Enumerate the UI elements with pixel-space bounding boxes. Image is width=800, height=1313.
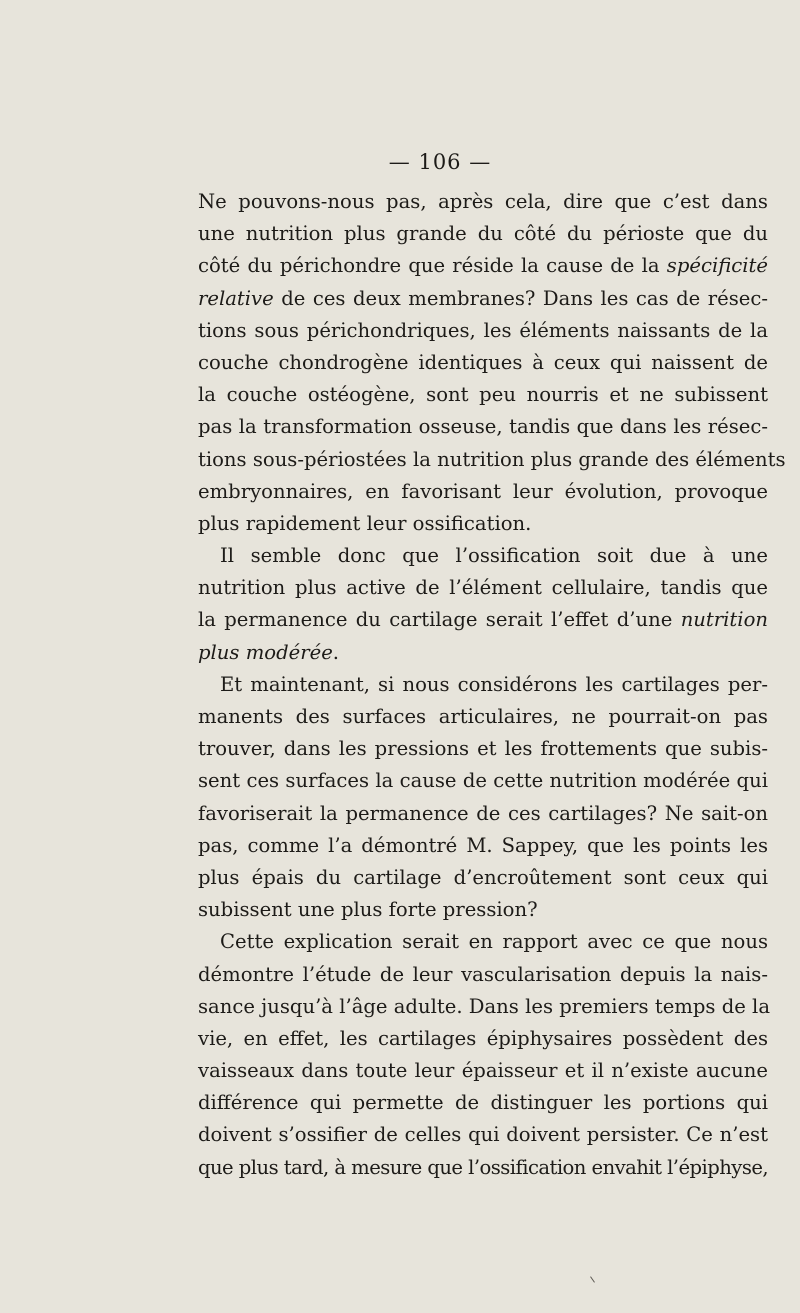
text-line: Ne pouvons-nous pas, après cela, dire que c’est dans	[198, 190, 768, 213]
text-line: une nutrition plus grande du côté du périoste que du	[198, 222, 768, 246]
text-line: manents des surfaces articulaires, ne pourrait-on pas	[198, 705, 768, 728]
text-line: plus rapidement leur ossification.	[198, 511, 532, 535]
text-line: tions sous périchondriques, les éléments naissants de la	[198, 318, 768, 342]
text-line: tions sous-périostées la nutrition plus grande des éléments	[198, 447, 786, 471]
text-line: subissent une plus forte pression?	[198, 898, 538, 922]
text-line: doivent s’ossifier de celles qui doivent persister. Ce n’est	[198, 1123, 768, 1147]
text-line: Cette explication serait en rapport avec ce que nous	[220, 930, 768, 954]
text-line: que plus tard, à mesure que l’ossification envahit l’épiphyse,	[198, 1155, 769, 1179]
text-line: démontre l’étude de leur vascularisation depuis la nais-	[198, 962, 768, 986]
text-line: la permanence du cartilage serait l’effet d’une nutrition	[198, 608, 768, 632]
text-line: différence qui permette de distinguer les portions qui	[198, 1091, 768, 1115]
text-line: vie, en effet, les cartilages épiphysaires possèdent des	[198, 1026, 768, 1050]
text-line: la couche ostéogène, sont peu nourris et ne subissent	[198, 383, 768, 407]
italic-term: nutrition	[680, 608, 768, 632]
text-line: plus épais du cartilage d’encroûtement sont ceux qui	[198, 865, 768, 889]
text-line: côté du périchondre que réside la cause de la spécificité	[198, 254, 768, 278]
italic-term: plus modérée	[198, 640, 333, 664]
italic-term: relative	[198, 286, 274, 310]
text-line: nutrition plus active de l’élément cellulaire, tandis que	[198, 576, 768, 600]
text-line: embryonnaires, en favorisant leur évolution, provoque	[198, 479, 768, 503]
print-mark	[590, 1276, 595, 1282]
text-line: couche chondrogène identiques à ceux qui naissent de	[198, 350, 768, 374]
body-text	[198, 186, 786, 1184]
text-line: trouver, dans les pressions et les frottements que subis-	[198, 737, 768, 761]
text-line: pas la transformation osseuse, tandis que dans les résec-	[198, 415, 768, 439]
text-line: sance jusqu’à l’âge adulte. Dans les premiers temps de la	[198, 994, 771, 1018]
text-line: pas, comme l’a démontré M. Sappey, que les points les	[198, 833, 768, 857]
text-line: plus modérée.	[198, 640, 340, 664]
italic-term: spécificité	[666, 254, 768, 278]
text-line: favoriserait la permanence de ces cartilages? Ne sait-on	[198, 801, 768, 825]
text-line: vaisseaux dans toute leur épaisseur et il n’existe aucune	[198, 1059, 768, 1083]
text-line: sent ces surfaces la cause de cette nutrition modérée qui	[198, 769, 768, 793]
text-line: Il semble donc que l’ossification soit due à une	[220, 544, 768, 568]
page-number: — 106 —	[388, 150, 492, 174]
text-line: relative de ces deux membranes? Dans les cas de résec-	[198, 286, 768, 310]
text-line: Et maintenant, si nous considérons les cartilages per-	[220, 672, 768, 696]
